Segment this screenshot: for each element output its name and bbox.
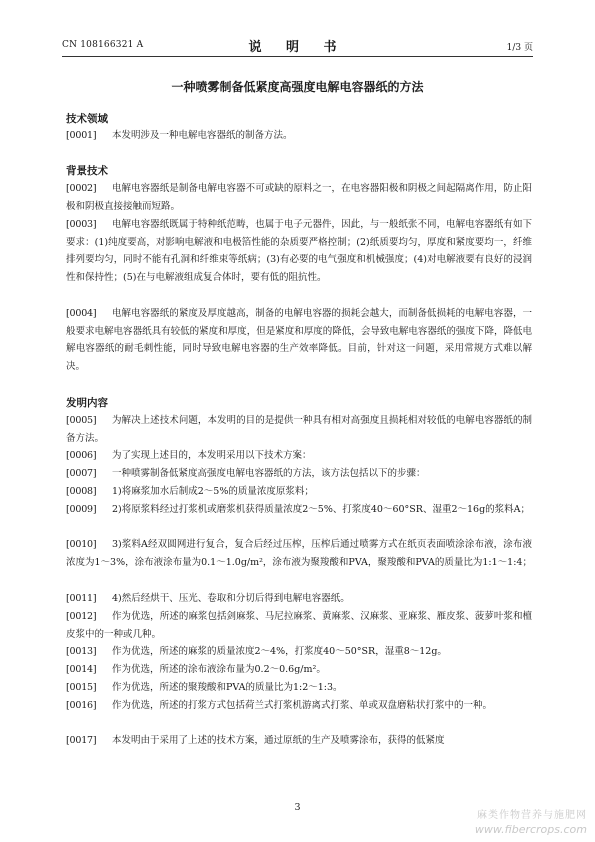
paragraph — [66, 216, 532, 286]
document-title: 一种喷雾制备低紧度高强度电解电容器纸的方法 — [171, 80, 424, 94]
section-heading-background: 背景技术 — [66, 165, 108, 177]
paragraph-number: [0006] — [66, 450, 97, 461]
paragraph-number: [0013] — [66, 646, 97, 657]
paragraph-number: [0015] — [66, 682, 97, 693]
header-title: 说 明 书 — [248, 40, 347, 55]
paragraph — [66, 661, 532, 679]
paragraph-number: [0012] — [66, 611, 97, 622]
paragraph-number: [0002] — [66, 183, 97, 194]
paragraph-number: [0001] — [66, 130, 97, 141]
page-indicator: 1/3 页 — [506, 43, 533, 53]
paragraph-number: [0004] — [66, 308, 97, 319]
paragraph-text: 作为优选，所述的麻浆的质量浓度2～4%，打浆度40～50°SR，湿重8～12g。 — [112, 646, 447, 657]
paragraph — [66, 697, 532, 715]
paragraph-text: 电解电容器纸的紧度及厚度越高，制备的电解电容器的损耗会越大，而制备低损耗的电解电容器，一般要求电解电容器纸具有较低的紧度和厚度，但是紧度和厚度的降低，会导致电解电容器纸的强度下降，降低电解电容器纸的耐毛刺性能，同时导致电解电容器的生产效率降低。目前，针对这一问题，采用常规方式难以解决。 — [66, 308, 532, 372]
paragraph-text: 一种喷雾制备低紧度高强度电解电容器纸的方法，该方法包括以下的步骤： — [112, 468, 426, 479]
section-heading-invention: 发明内容 — [66, 397, 108, 409]
paragraph-number: [0011] — [66, 593, 97, 604]
paragraph-number: [0007] — [66, 468, 97, 479]
section-heading-tech-field: 技术领域 — [66, 113, 108, 125]
paragraph-number: [0005] — [66, 415, 97, 426]
page-header — [62, 38, 533, 54]
paragraph — [66, 590, 532, 608]
paragraph — [66, 679, 532, 697]
page-number: 3 — [294, 802, 301, 813]
paragraph-number: [0010] — [66, 539, 97, 550]
paragraph — [66, 447, 532, 465]
paragraph-text: 为了实现上述目的，本发明采用以下技术方案： — [112, 450, 312, 461]
header-divider — [62, 56, 533, 57]
paragraph — [66, 305, 532, 375]
paragraph-text: 3)浆料A经双圆网进行复合，复合后经过压榨，压榨后通过喷雾方式在纸页表面喷涂涂布液，涂布液浓度为1～3%，涂布液涂布量为0.1～1.0g/m²，涂布液为聚羧酸和PVA，聚羧酸和PVA的质量比为1:1～1:4； — [66, 539, 532, 568]
paragraph-text: 1)将麻浆加水后制成2～5%的质量浓度原浆料； — [112, 486, 314, 497]
paragraph — [66, 643, 532, 661]
paragraph — [66, 501, 532, 519]
paragraph — [66, 483, 532, 501]
paragraph-number: [0003] — [66, 219, 97, 230]
paragraph — [66, 732, 532, 750]
paragraph-text: 作为优选，所述的涂布液涂布量为0.2～0.6g/m²。 — [112, 664, 326, 675]
paragraph-text: 作为优选，所述的聚羧酸和PVA的质量比为1:2～1:3。 — [112, 682, 343, 693]
patent-number: CN 108166321 A — [62, 40, 144, 50]
paragraph-text: 4)然后经烘干、压光、卷取和分切后得到电解电容器纸。 — [112, 593, 350, 604]
paragraph-text: 本发明涉及一种电解电容器纸的制备方法。 — [112, 130, 293, 141]
paragraph-text: 本发明由于采用了上述的技术方案，通过原纸的生产及喷雾涂布，获得的低紧度 — [112, 735, 445, 746]
paragraph-text: 作为优选，所述的打浆方式包括荷兰式打浆机游离式打浆、单或双盘磨粘状打浆中的一种。 — [112, 700, 493, 711]
paragraph — [66, 465, 532, 483]
paragraph — [66, 412, 532, 447]
paragraph — [66, 608, 532, 643]
paragraph — [66, 536, 532, 571]
paragraph-text: 为解决上述技术问题，本发明的目的是提供一种具有相对高强度且损耗相对较低的电解电容器纸的制备方法。 — [66, 415, 532, 444]
watermark-url: www.fibercrops.com — [474, 823, 587, 836]
paragraph-number: [0009] — [66, 504, 97, 515]
paragraph-number: [0017] — [66, 735, 97, 746]
paragraph-number: [0016] — [66, 700, 97, 711]
paragraph-number: [0014] — [66, 664, 97, 675]
paragraph-text: 电解电容器纸是制备电解电容器不可或缺的原料之一，在电容器阳极和阴极之间起隔离作用，防止阳极和阴极直接接触而短路。 — [66, 183, 532, 212]
paragraph-text: 电解电容器纸既属于特种纸范畴，也属于电子元器件，因此，与一般纸张不同，电解电容器纸有如下要求：(1)纯度要高，对影响电解液和电极箔性能的杂质要严格控制；(2)纸质要均匀，厚度和紧度要均一，纤维排列要均匀，同时不能有孔洞和纤维束等纸病；(3)有必要的电气强度和机械强度；(4)对电解液要有良好的浸润性和保持性；(5)在与电解液组成复合体时，要有低的阻抗性。 — [66, 219, 532, 283]
paragraph — [66, 127, 532, 145]
paragraph-number: [0008] — [66, 486, 97, 497]
paragraph-text: 2)将原浆料经过打浆机或磨浆机获得质量浓度2～5%、打浆度40～60°SR、湿重2～16g的浆料A； — [112, 504, 531, 515]
paragraph — [66, 180, 532, 215]
paragraph-text: 作为优选，所述的麻浆包括剑麻浆、马尼拉麻浆、黄麻浆、汉麻浆、亚麻浆、雁皮浆、菠萝叶浆和檀皮浆中的一种或几种。 — [66, 611, 532, 640]
watermark — [475, 806, 587, 836]
watermark-site-name: 麻类作物营养与施肥网 — [477, 810, 587, 821]
